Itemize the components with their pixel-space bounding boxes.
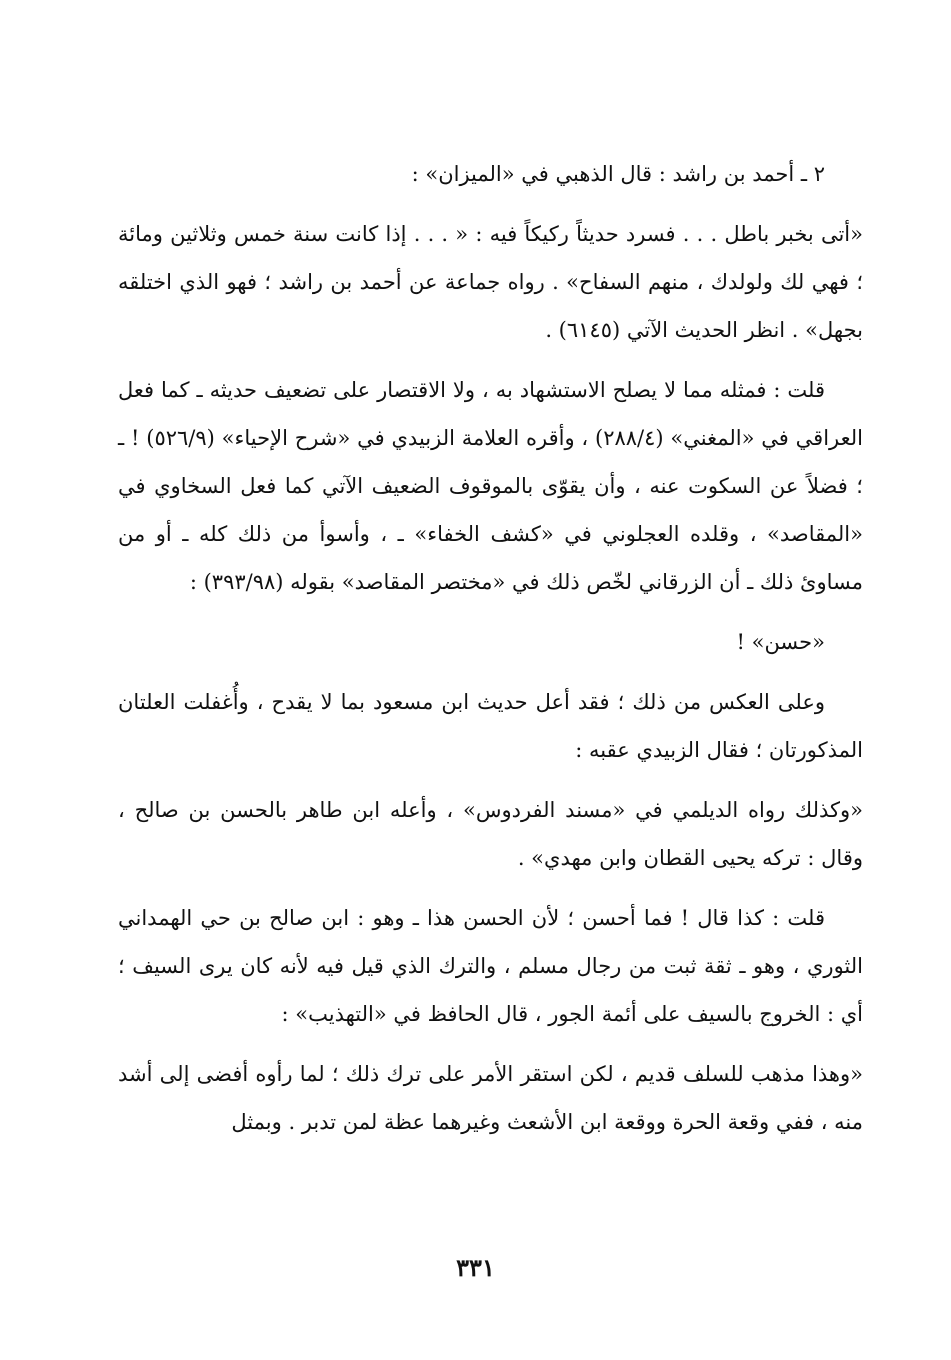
paragraph-commentary-1: قلت : فمثله مما لا يصلح الاستشهاد به ، ولا الاقتصار على تضعيف حديثه ـ كما فعل العراقي في «المغني» (٢٨٨/٤) ، وأقره العلامة الزبيدي في «شرح الإحياء» (٥٢٦/٩) ! ـ ؛ فضلاً عن السكوت عنه ، وأن يقوّى بالموقوف الضعيف الآتي كما فعل السخاوي في «المقاصد» ، وقلده العجلوني في «كشف الخفاء» ـ ، وأسوأ من ذلك كله ـ أو من مساوئ ذلك ـ أن الزرقاني لخّص ذلك في «مختصر المقاصد» بقوله (٣٩٣/٩٨) : xyxy=(118,378,863,594)
paragraph-hasan: «حسن» ! xyxy=(736,630,825,654)
paragraph-quote-dhahabi: «أتى بخبر باطل . . . فسرد حديثاً ركيكاً فيه : « . . . إذا كانت سنة خمس وثلاثين ومائة ؛ فهي لك ولولدك ، منهم السفاح» . رواه جماعة عن أحمد بن راشد ؛ فهو الذي اختلقه بجهل» . انظر الحديث الآتي (٦١٤٥) . xyxy=(118,222,863,342)
paragraph-entry-heading: ٢ ـ أحمد بن راشد : قال الذهبي في «الميزان» : xyxy=(411,162,825,186)
paragraph-commentary-2: وعلى العكس من ذلك ؛ فقد أعل حديث ابن مسعود بما لا يقدح ، وأُغفلت العلتان المذكورتان ؛ فقال الزبيدي عقبه : xyxy=(118,690,863,762)
paragraph-quote-tahdhib: «وهذا مذهب للسلف قديم ، لكن استقر الأمر على ترك ذلك ؛ لما رأوه أفضى إلى أشد منه ، ففي وقعة الحرة ووقعة ابن الأشعث وغيرهما عظة لمن تدبر . وبمثل xyxy=(118,1062,863,1134)
paragraph-quote-zabidi: «وكذلك رواه الديلمي في «مسند الفردوس» ، وأعله ابن طاهر بالحسن بن صالح ، وقال : تركه يحيى القطان وابن مهدي» . xyxy=(118,798,863,870)
paragraph-commentary-3: قلت : كذا قال ! فما أحسن ؛ لأن الحسن هذا ـ وهو : ابن صالح بن حي الهمداني الثوري ، وهو ـ ثقة ثبت من رجال مسلم ، والترك الذي قيل فيه لأنه كان يرى السيف ؛ أي : الخروج بالسيف على أئمة الجور ، قال الحافظ في «التهذيب» : xyxy=(118,906,863,1026)
page-body xyxy=(118,150,863,1158)
page-number: ٣٣١ xyxy=(456,1253,495,1282)
